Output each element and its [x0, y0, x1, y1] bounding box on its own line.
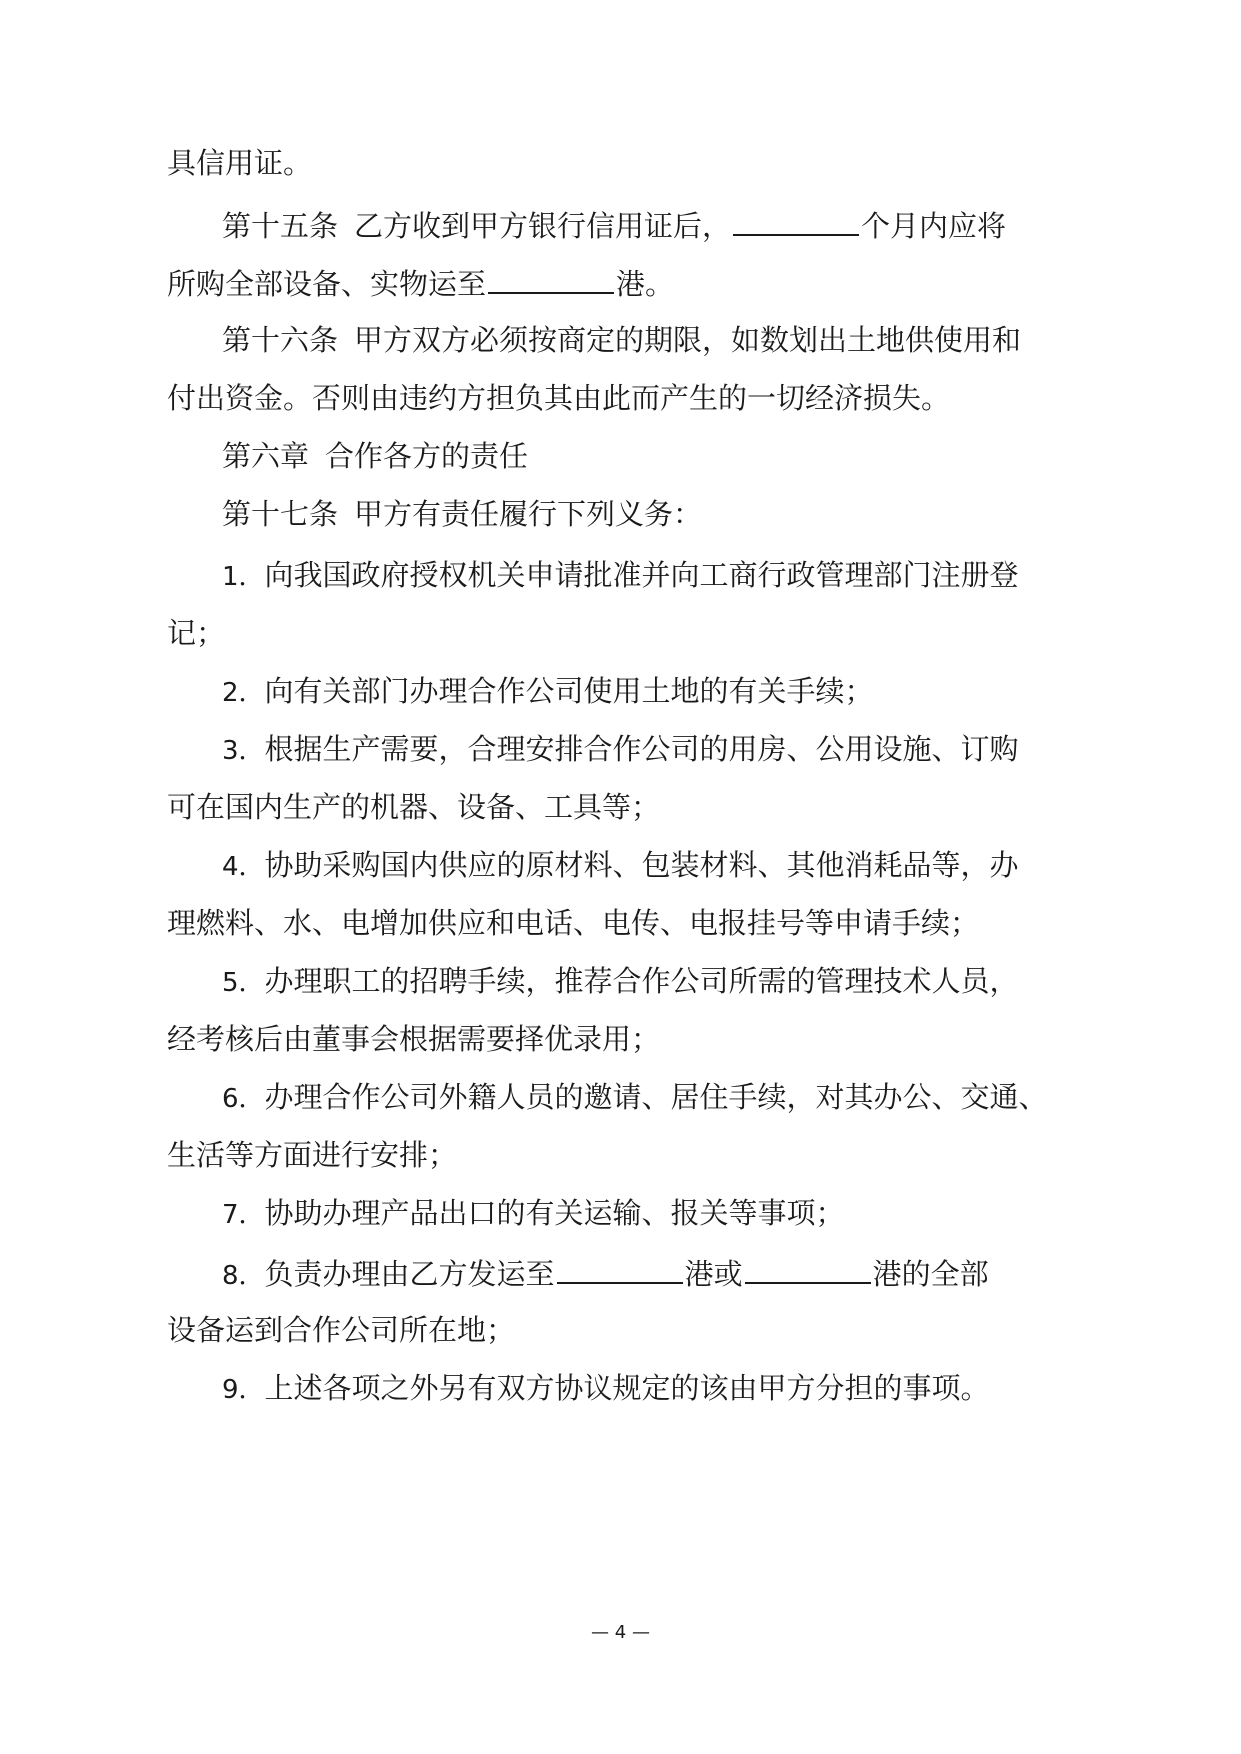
- line-text: 个月内应将: [861, 209, 1007, 243]
- article-15-line-1: [0, 204, 1241, 244]
- fill-in-blank[interactable]: [488, 262, 614, 294]
- line-text: 协助办理产品出口的有关运输、报关等事项；: [264, 1196, 845, 1230]
- line-text: 乙方收到甲方银行信用证后，: [354, 209, 732, 243]
- item-number: 6．: [222, 1084, 265, 1114]
- line-text: 生活等方面进行安排；: [167, 1138, 458, 1172]
- line-text: 港或: [684, 1257, 743, 1291]
- line-text: 负责办理由乙方发运至: [264, 1257, 555, 1291]
- list-item-3: [0, 729, 1241, 769]
- article-number: 第十五条: [222, 209, 339, 243]
- item-number: 2．: [222, 678, 265, 708]
- list-item-5-cont: [0, 1019, 1241, 1059]
- list-item-8: [0, 1252, 1241, 1292]
- page-number: — 4 —: [591, 1622, 650, 1643]
- line-text: 办理合作公司外籍人员的邀请、居住手续，对其办公、交通、: [264, 1080, 1048, 1114]
- item-number: 8．: [222, 1261, 265, 1291]
- fill-in-blank[interactable]: [733, 204, 859, 236]
- item-number: 5．: [222, 968, 265, 998]
- item-number: 9．: [222, 1375, 265, 1405]
- article-number: 第十七条: [222, 497, 339, 531]
- fill-in-blank[interactable]: [745, 1252, 871, 1284]
- line-text: 协助采购国内供应的原材料、包装材料、其他消耗品等，办: [264, 848, 1019, 882]
- chapter-number: 第六章: [222, 439, 310, 473]
- chapter-title: 合作各方的责任: [325, 439, 529, 473]
- list-item-4: [0, 845, 1241, 885]
- list-item-2: [0, 671, 1241, 711]
- chapter-6-heading: [0, 436, 1241, 476]
- list-item-1-cont: [0, 613, 1241, 653]
- list-item-6-cont: [0, 1135, 1241, 1175]
- list-item-1: [0, 555, 1241, 595]
- list-item-4-cont: [0, 903, 1241, 943]
- list-item-6: [0, 1077, 1241, 1117]
- line-text: 港的全部: [872, 1257, 989, 1291]
- article-16-line-1: [0, 320, 1241, 360]
- line-text: 经考核后由董事会根据需要择优录用；: [167, 1022, 661, 1056]
- article-17-heading: [0, 494, 1241, 534]
- line-text: 港。: [616, 267, 675, 301]
- text-line-1: [0, 143, 1241, 183]
- line-text: 向有关部门办理合作公司使用土地的有关手续；: [264, 674, 874, 708]
- list-item-9: [0, 1368, 1241, 1408]
- line-text: 上述各项之外另有双方协议规定的该由甲方分担的事项。: [264, 1371, 990, 1405]
- line-text: 具信用证。: [167, 146, 313, 180]
- article-16-line-2: [0, 378, 1241, 418]
- line-text: 办理职工的招聘手续，推荐合作公司所需的管理技术人员，: [264, 964, 1019, 998]
- list-item-7: [0, 1193, 1241, 1233]
- line-text: 所购全部设备、实物运至: [167, 267, 487, 301]
- line-text: 甲方双方必须按商定的期限，如数划出土地供使用和: [354, 323, 1022, 357]
- article-15-line-2: [0, 262, 1241, 302]
- item-number: 3．: [222, 736, 265, 766]
- article-number: 第十六条: [222, 323, 339, 357]
- line-text: 记；: [167, 616, 226, 650]
- list-item-5: [0, 961, 1241, 1001]
- line-text: 付出资金。否则由违约方担负其由此而产生的一切经济损失。: [167, 381, 951, 415]
- item-number: 1．: [222, 562, 265, 592]
- fill-in-blank[interactable]: [557, 1252, 683, 1284]
- item-number: 4．: [222, 852, 265, 882]
- item-number: 7．: [222, 1200, 265, 1230]
- line-text: 可在国内生产的机器、设备、工具等；: [167, 790, 661, 824]
- line-text: 设备运到合作公司所在地；: [167, 1313, 516, 1347]
- line-text: 理燃料、水、电增加供应和电话、电传、电报挂号等申请手续；: [167, 906, 980, 940]
- line-text: 向我国政府授权机关申请批准并向工商行政管理部门注册登: [264, 558, 1019, 592]
- list-item-8-cont: [0, 1310, 1241, 1350]
- line-text: 甲方有责任履行下列义务：: [354, 497, 703, 531]
- list-item-3-cont: [0, 787, 1241, 827]
- line-text: 根据生产需要，合理安排合作公司的用房、公用设施、订购: [264, 732, 1019, 766]
